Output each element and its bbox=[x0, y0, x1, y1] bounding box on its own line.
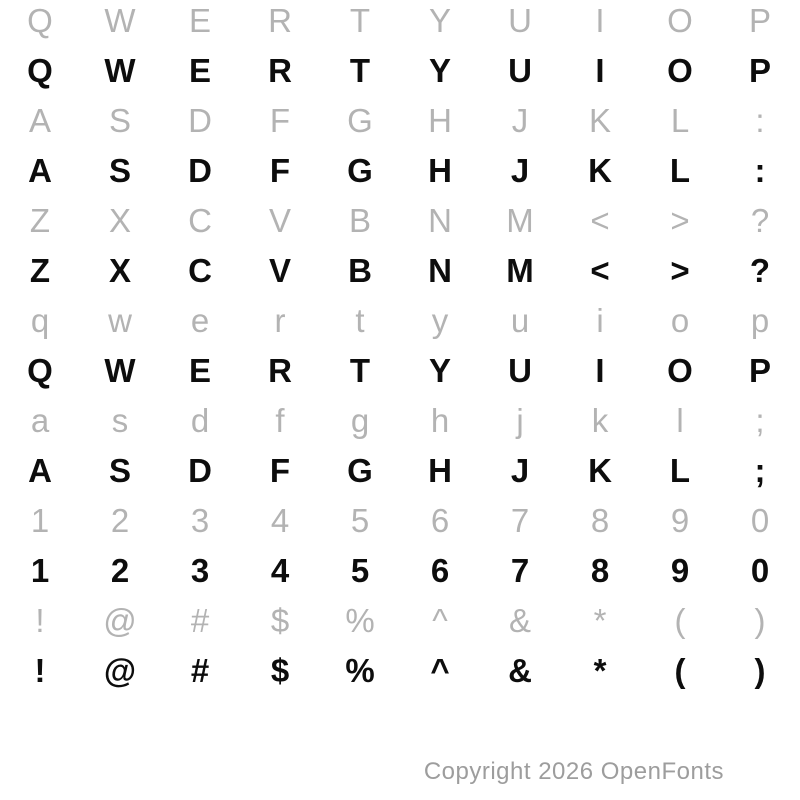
glyph-row bbox=[0, 0, 800, 37]
glyph-cell: W bbox=[104, 2, 136, 39]
glyph-cell: 1 bbox=[30, 552, 50, 589]
glyph-cell: ) bbox=[754, 652, 766, 689]
glyph-cell: J bbox=[510, 152, 530, 189]
glyph-cell: S bbox=[108, 452, 131, 489]
glyph-row bbox=[0, 237, 800, 287]
glyph-cell: 5 bbox=[350, 502, 370, 539]
glyph-cell: W bbox=[104, 52, 136, 89]
glyph-cell: Z bbox=[29, 252, 51, 289]
glyph-row bbox=[0, 287, 800, 337]
glyph-cell: < bbox=[590, 202, 610, 239]
glyph-cell: I bbox=[595, 52, 605, 89]
glyph-cell: Q bbox=[27, 352, 53, 389]
glyph-cell: 6 bbox=[430, 502, 450, 539]
glyph-cell: Z bbox=[29, 202, 51, 239]
glyph-cell: F bbox=[269, 452, 291, 489]
glyph-cell: Q bbox=[27, 52, 53, 89]
glyph-cell: 4 bbox=[270, 552, 290, 589]
glyph-cell: K bbox=[588, 102, 611, 139]
glyph-row bbox=[0, 487, 800, 537]
glyph-cell: ; bbox=[754, 452, 766, 489]
glyph-cell: 3 bbox=[190, 502, 210, 539]
glyph-cell: K bbox=[588, 452, 612, 489]
glyph-cell: R bbox=[268, 352, 292, 389]
glyph-cell: S bbox=[108, 102, 131, 139]
glyph-cell: 9 bbox=[670, 552, 690, 589]
glyph-cell: > bbox=[670, 252, 690, 289]
glyph-cell: X bbox=[108, 202, 131, 239]
glyph-cell: ( bbox=[674, 602, 686, 639]
glyph-cell: W bbox=[104, 352, 136, 389]
glyph-row bbox=[0, 537, 800, 587]
glyph-cell: 7 bbox=[510, 502, 530, 539]
glyph-cell: G bbox=[347, 102, 373, 139]
glyph-cell: E bbox=[188, 52, 211, 89]
glyph-cell: ! bbox=[34, 652, 46, 689]
glyph-cell: h bbox=[430, 402, 450, 439]
glyph-cell: s bbox=[111, 402, 129, 439]
glyph-cell: Y bbox=[428, 2, 451, 39]
glyph-row bbox=[0, 637, 800, 687]
glyph-cell: f bbox=[275, 402, 285, 439]
glyph-cell: y bbox=[431, 302, 449, 339]
glyph-cell: 2 bbox=[110, 552, 130, 589]
glyph-cell: q bbox=[30, 302, 50, 339]
glyph-cell: B bbox=[348, 202, 371, 239]
glyph-cell: R bbox=[268, 52, 292, 89]
glyph-cell: 6 bbox=[430, 552, 450, 589]
glyph-cell: P bbox=[748, 2, 771, 39]
glyph-cell: H bbox=[428, 102, 452, 139]
glyph-cell: L bbox=[670, 102, 690, 139]
glyph-cell: N bbox=[428, 252, 452, 289]
glyph-cell: V bbox=[268, 202, 291, 239]
glyph-cell: e bbox=[190, 302, 210, 339]
glyph-cell: T bbox=[349, 52, 371, 89]
glyph-cell: ^ bbox=[430, 652, 450, 689]
glyph-cell: ; bbox=[755, 402, 765, 439]
glyph-cell: H bbox=[428, 452, 452, 489]
glyph-row bbox=[0, 187, 800, 237]
glyph-cell: E bbox=[188, 2, 211, 39]
glyph-cell: G bbox=[347, 452, 373, 489]
glyph-cell: l bbox=[676, 402, 684, 439]
glyph-cell: L bbox=[669, 452, 691, 489]
copyright-text: Copyright 2026 OpenFonts bbox=[423, 758, 724, 785]
glyph-cell: # bbox=[190, 602, 210, 639]
glyph-cell: U bbox=[508, 52, 532, 89]
glyph-cell: K bbox=[588, 152, 612, 189]
glyph-cell: @ bbox=[103, 652, 137, 689]
glyph-row bbox=[0, 337, 800, 387]
glyph-cell: & bbox=[508, 602, 531, 639]
glyph-cell: ^ bbox=[432, 602, 448, 639]
glyph-cell: * bbox=[593, 652, 607, 689]
glyph-cell: ? bbox=[750, 202, 770, 239]
glyph-cell: O bbox=[667, 2, 693, 39]
glyph-cell: 3 bbox=[190, 552, 210, 589]
glyph-cell: $ bbox=[270, 652, 290, 689]
glyph-cell: N bbox=[428, 202, 452, 239]
glyph-cell: g bbox=[350, 402, 370, 439]
glyph-cell: 8 bbox=[590, 502, 610, 539]
glyph-cell: ! bbox=[35, 602, 45, 639]
glyph-cell: 0 bbox=[750, 502, 770, 539]
glyph-cell: E bbox=[188, 352, 211, 389]
glyph-cell: L bbox=[669, 152, 691, 189]
glyph-cell: M bbox=[506, 202, 534, 239]
glyph-cell: 9 bbox=[670, 502, 690, 539]
glyph-cell: P bbox=[748, 52, 771, 89]
glyph-cell: J bbox=[511, 102, 529, 139]
glyph-cell: @ bbox=[103, 602, 137, 639]
glyph-cell: O bbox=[667, 52, 693, 89]
glyph-cell: U bbox=[508, 352, 532, 389]
glyph-cell: % bbox=[345, 602, 375, 639]
glyph-cell: a bbox=[30, 402, 50, 439]
glyph-cell: F bbox=[269, 152, 291, 189]
glyph-cell: D bbox=[188, 152, 212, 189]
glyph-row bbox=[0, 37, 800, 87]
glyph-cell: J bbox=[510, 452, 530, 489]
glyph-cell: M bbox=[506, 252, 534, 289]
glyph-cell: T bbox=[349, 352, 371, 389]
glyph-row bbox=[0, 437, 800, 487]
glyph-cell: H bbox=[428, 152, 452, 189]
glyph-cell: i bbox=[596, 302, 604, 339]
glyph-cell: A bbox=[28, 102, 51, 139]
glyph-cell: T bbox=[349, 2, 371, 39]
glyph-cell: ( bbox=[674, 652, 686, 689]
glyph-cell: u bbox=[510, 302, 530, 339]
glyph-cell: $ bbox=[270, 602, 290, 639]
glyph-cell: 8 bbox=[590, 552, 610, 589]
glyph-cell: k bbox=[591, 402, 609, 439]
glyph-cell: C bbox=[188, 202, 212, 239]
glyph-cell: 7 bbox=[510, 552, 530, 589]
glyph-cell: # bbox=[190, 652, 210, 689]
glyph-cell: : bbox=[754, 152, 766, 189]
glyph-cell: : bbox=[755, 102, 765, 139]
glyph-cell: V bbox=[268, 252, 291, 289]
glyph-cell: R bbox=[268, 2, 292, 39]
glyph-row bbox=[0, 587, 800, 637]
glyph-cell: % bbox=[345, 652, 375, 689]
glyph-cell: Y bbox=[428, 352, 451, 389]
glyph-cell: * bbox=[593, 602, 607, 639]
glyph-cell: P bbox=[748, 352, 771, 389]
glyph-cell: A bbox=[28, 452, 52, 489]
glyph-cell: X bbox=[108, 252, 131, 289]
glyph-cell: O bbox=[667, 352, 693, 389]
glyph-cell: t bbox=[355, 302, 365, 339]
glyph-cell: j bbox=[516, 402, 524, 439]
glyph-cell: o bbox=[670, 302, 690, 339]
glyph-cell: S bbox=[108, 152, 131, 189]
glyph-cell: G bbox=[347, 152, 373, 189]
glyph-cell: p bbox=[750, 302, 770, 339]
glyph-cell: d bbox=[190, 402, 210, 439]
glyph-cell: Y bbox=[428, 52, 451, 89]
glyph-row bbox=[0, 387, 800, 437]
glyph-cell: > bbox=[670, 202, 690, 239]
glyph-cell: U bbox=[508, 2, 532, 39]
glyph-cell: F bbox=[269, 102, 291, 139]
glyph-cell: ) bbox=[754, 602, 766, 639]
glyph-cell: I bbox=[595, 2, 605, 39]
glyph-cell: D bbox=[188, 102, 212, 139]
glyph-cell: r bbox=[274, 302, 286, 339]
glyph-row bbox=[0, 137, 800, 187]
glyph-cell: 5 bbox=[350, 552, 370, 589]
glyph-cell: w bbox=[108, 302, 132, 339]
glyph-row bbox=[0, 87, 800, 137]
glyph-cell: 2 bbox=[110, 502, 130, 539]
glyph-cell: A bbox=[28, 152, 52, 189]
glyph-cell: Q bbox=[27, 2, 53, 39]
glyph-cell: & bbox=[508, 652, 532, 689]
glyph-cell: B bbox=[348, 252, 372, 289]
glyph-cell: 1 bbox=[30, 502, 50, 539]
glyph-cell: ? bbox=[749, 252, 771, 289]
glyph-cell: D bbox=[188, 452, 212, 489]
glyph-cell: < bbox=[590, 252, 610, 289]
glyph-cell: 0 bbox=[750, 552, 770, 589]
glyph-cell: 4 bbox=[270, 502, 290, 539]
glyph-cell: C bbox=[188, 252, 212, 289]
glyph-cell: I bbox=[595, 352, 605, 389]
